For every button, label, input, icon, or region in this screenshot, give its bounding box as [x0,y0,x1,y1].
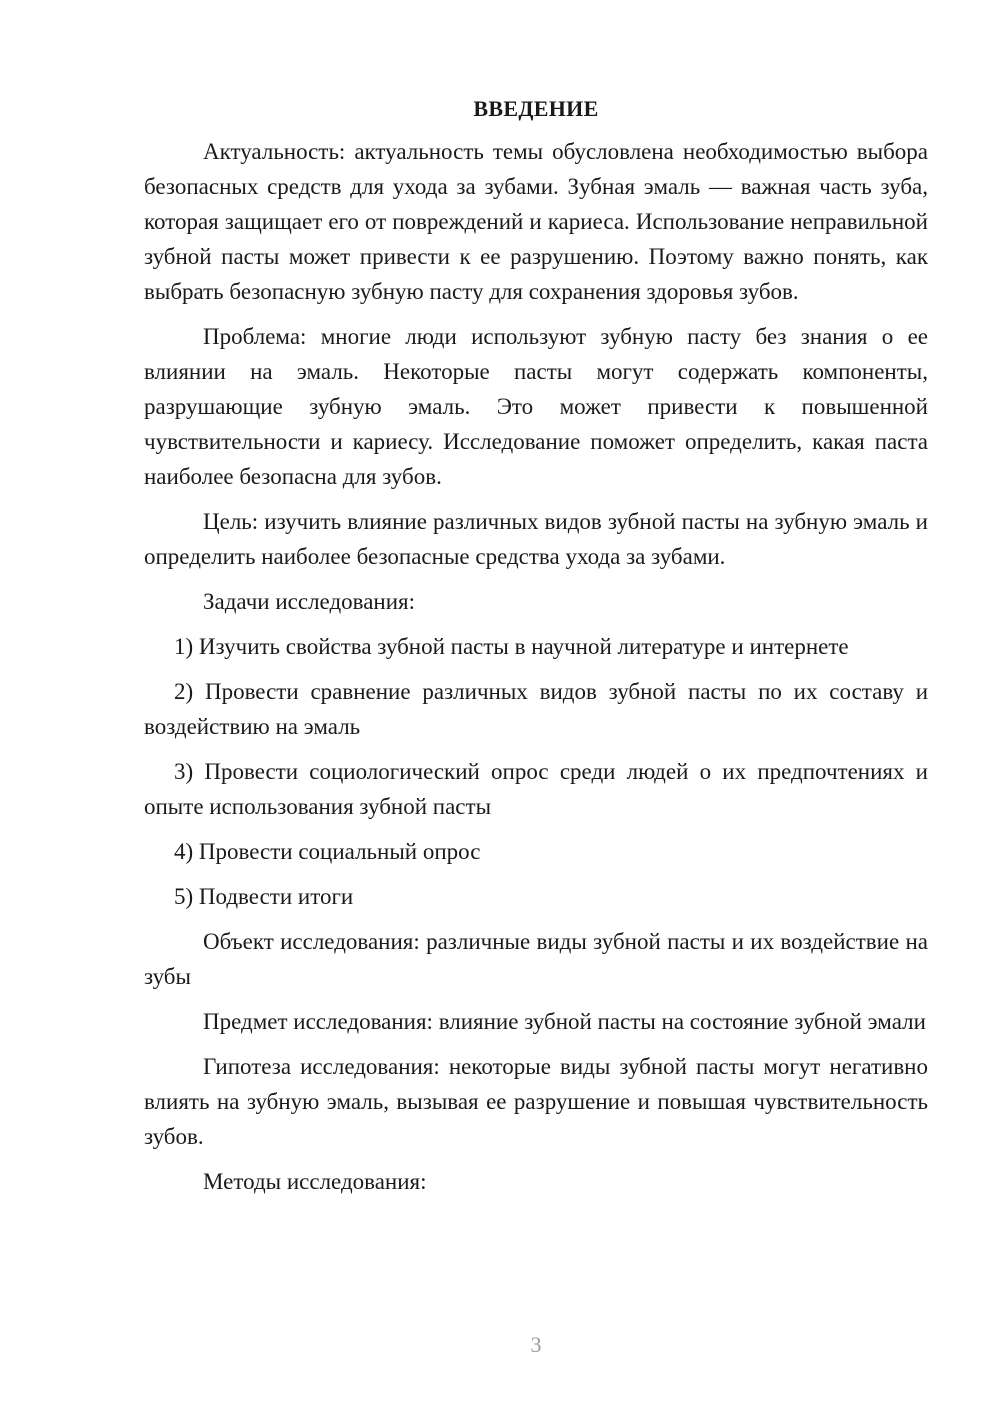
task-item-3: 3) Провести социологический опрос среди людей о их предпочтениях и опыте использования зубной пасты [144,759,928,819]
section-title: ВВЕДЕНИЕ [473,96,599,121]
page-number: 3 [530,1332,542,1357]
task-item-4: 4) Провести социальный опрос [174,839,481,864]
task-item-5: 5) Подвести итоги [174,884,354,909]
task-item-2: 2) Провести сравнение различных видов зубной пасты по их составу и воздействию на эмаль [144,679,928,739]
paragraph-methods: Методы исследования: [203,1169,427,1194]
document-page [144,92,928,1209]
paragraph-hypothesis: Гипотеза исследования: некоторые виды зубной пасты могут негативно влиять на зубную эмаль, вызывая ее разрушение и повышая чувствительность зубов. [144,1054,928,1149]
paragraph-object: Объект исследования: различные виды зубной пасты и их воздействие на зубы [144,929,928,989]
paragraph-goal: Цель: изучить влияние различных видов зубной пасты на зубную эмаль и определить наиболее безопасные средства ухода за зубами. [144,509,928,569]
paragraph-subject: Предмет исследования: влияние зубной пасты на состояние зубной эмали [203,1009,926,1034]
task-item-1: 1) Изучить свойства зубной пасты в научной литературе и интернете [174,634,849,659]
paragraph-tasks-heading: Задачи исследования: [203,589,416,614]
paragraph-relevance: Актуальность: актуальность темы обусловлена необходимостью выбора безопасных средств для ухода за зубами. Зубная эмаль — важная часть зуба, которая защищает его от повреждений и кариеса. Использование неправильной зубной пасты может привести к ее разрушению. Поэтому важно понять, как выбрать безопасную зубную пасту для сохранения здоровья зубов. [144,139,928,304]
paragraph-problem: Проблема: многие люди используют зубную пасту без знания о ее влиянии на эмаль. Некоторые пасты могут содержать компоненты, разрушающие зубную эмаль. Это может привести к повышенной чувствительности и кариесу. Исследование поможет определить, какая паста наиболее безопасна для зубов. [144,324,928,489]
